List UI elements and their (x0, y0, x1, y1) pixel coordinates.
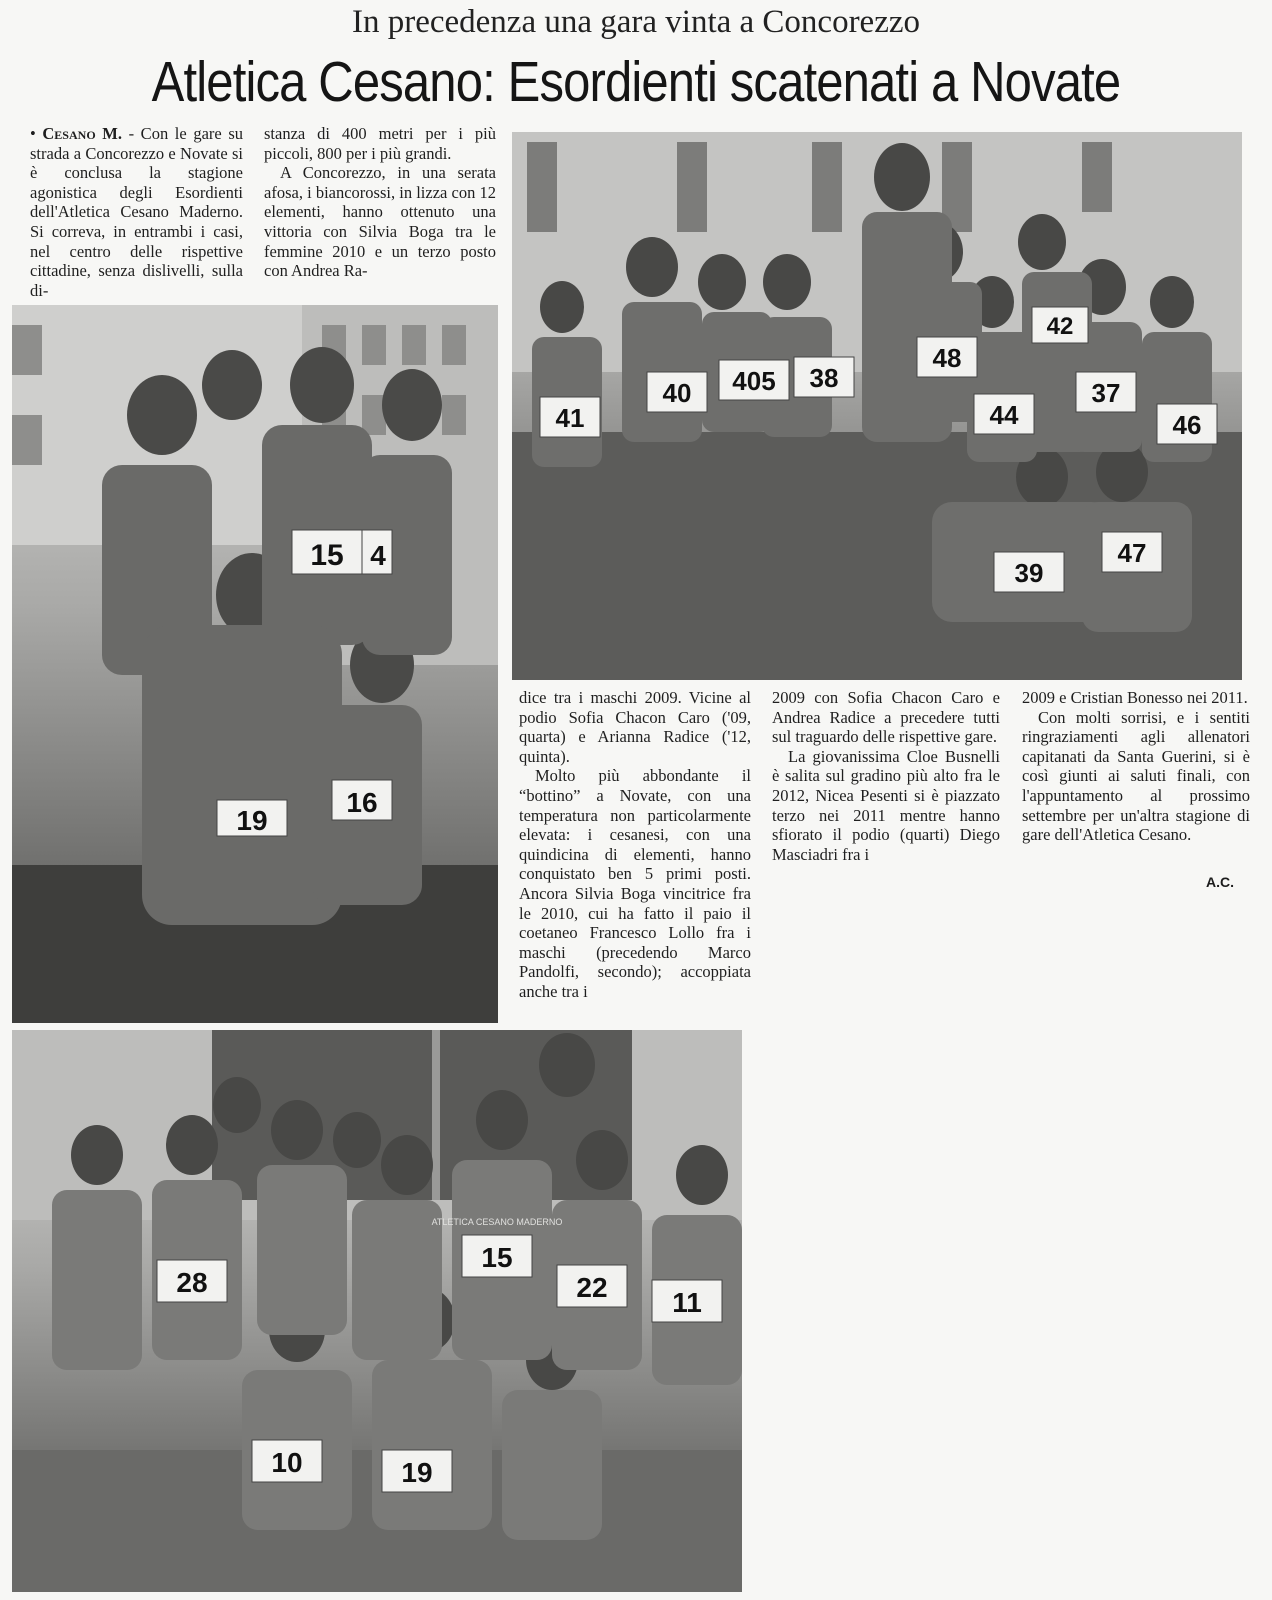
photo-2-illustration (512, 132, 1242, 680)
article-kicker: In precedenza una gara vinta a Concorezzo (351, 4, 920, 40)
bib-number: 22 (576, 1272, 608, 1303)
bib-number: 39 (1014, 558, 1044, 588)
bib-number: 46 (1172, 410, 1202, 440)
article-headline: Atletica Cesano: Esordienti scatenati a Novate (151, 50, 1121, 114)
article-signature: A.C. (1206, 874, 1234, 890)
bib-number: 11 (672, 1287, 702, 1318)
bib-number: 10 (271, 1447, 303, 1478)
bib-number: 28 (176, 1267, 208, 1298)
column-1-text: - Con le gare su strada a Concorezzo e Novate si è conclusa la stagione agonistica degli Esordienti dell'Atletica Cesano Maderno. Si correva, in entrambi i casi, nel centro delle rispettive cittadine, senza dislivelli, sulla di- (30, 124, 243, 300)
jersey-logo-text: ATLETICA CESANO MADERNO (431, 1217, 563, 1227)
column-2-paragraph-2: A Concorezzo, in una serata afosa, i biancorossi, in lizza con 12 elementi, hanno ottenuto una vittoria con Silvia Boga tra le femmine 2010 e un terzo posto con Andrea Ra- (264, 163, 496, 281)
bib-number: 19 (401, 1457, 433, 1488)
bib-number: 19 (236, 805, 268, 836)
column-5-paragraph-1: 2009 e Cristian Bonesso nei 2011. (1022, 688, 1248, 707)
column-5-paragraph-2: Con molti sorrisi, e i sentiti ringraziamenti agli allenatori capitanati da Santa Guerini, si è così giunti ai saluti finali, con l'appuntamento al prossimo settembre per un'altra stagione di gare dell'Atletica Cesano. (1022, 707, 1250, 845)
bib-number: 15 (481, 1242, 513, 1273)
bib-number: 15 (310, 539, 344, 572)
article-column-1: • Cesano M. - Con le gare su strada a Concorezzo e Novate si è conclusa la stagione agonistica degli Esordienti dell'Atletica Cesano Maderno. Si correva, in entrambi i casi, nel centro delle rispettive cittadine, senza dislivelli, sulla di- (30, 124, 243, 300)
bib-number: 38 (809, 363, 839, 393)
bib-number: 4 (370, 540, 386, 571)
column-4-paragraph-2: La giovanissima Cloe Busnelli è salita sul gradino più alto fra le 2012, Nicea Pesenti si è piazzato terzo nei 2011 mentre hanno sfiorato il podio (quarti) Diego Masciadri fra i (772, 746, 1000, 864)
photo-novate-team (12, 1030, 742, 1592)
column-3-paragraph-1: dice tra i maschi 2009. Vicine al podio Sofia Chacon Caro ('09, quarta) e Arianna Radice ('12, quinta). (519, 688, 751, 766)
column-3-paragraph-2: Molto più abbondante il “bottino” a Novate, con una temperatura non particolarmente elevata: i cesanesi, con una quindicina di elementi, hanno conquistato ben 5 primi posti. Ancora Silvia Boga vincitrice fra le 2010, cui ha fatto il paio il coetaneo Francesco Lollo fra i maschi (precedendo Marco Pandolfi, secondo); accoppiata anche tra i (519, 766, 751, 1001)
photo-3-illustration (12, 1030, 742, 1592)
bib-number: 42 (1046, 313, 1074, 340)
article-column-4 (772, 688, 1000, 864)
photo-concorezzo-podium (12, 305, 498, 1023)
article-column-5 (1022, 688, 1250, 845)
column-4-paragraph-1: 2009 con Sofia Chacon Caro e Andrea Radice a precedere tutti sul traguardo delle rispettive gare. (772, 688, 1000, 747)
dateline: Cesano M. (42, 124, 122, 143)
bib-number: 47 (1117, 538, 1147, 568)
bib-number: 16 (346, 787, 378, 818)
photo-1-illustration (12, 305, 498, 1023)
bib-number: 40 (662, 378, 692, 408)
bib-number: 41 (555, 403, 585, 433)
bib-number: 44 (989, 400, 1019, 430)
article-column-3 (519, 688, 751, 1002)
bib-number: 37 (1091, 378, 1121, 408)
bib-number: 48 (932, 343, 962, 373)
photo-novate-group (512, 132, 1242, 680)
article-column-2 (264, 124, 496, 281)
bib-number: 405 (732, 366, 776, 396)
column-2-paragraph-1: stanza di 400 metri per i più piccoli, 800 per i più grandi. (264, 124, 496, 163)
